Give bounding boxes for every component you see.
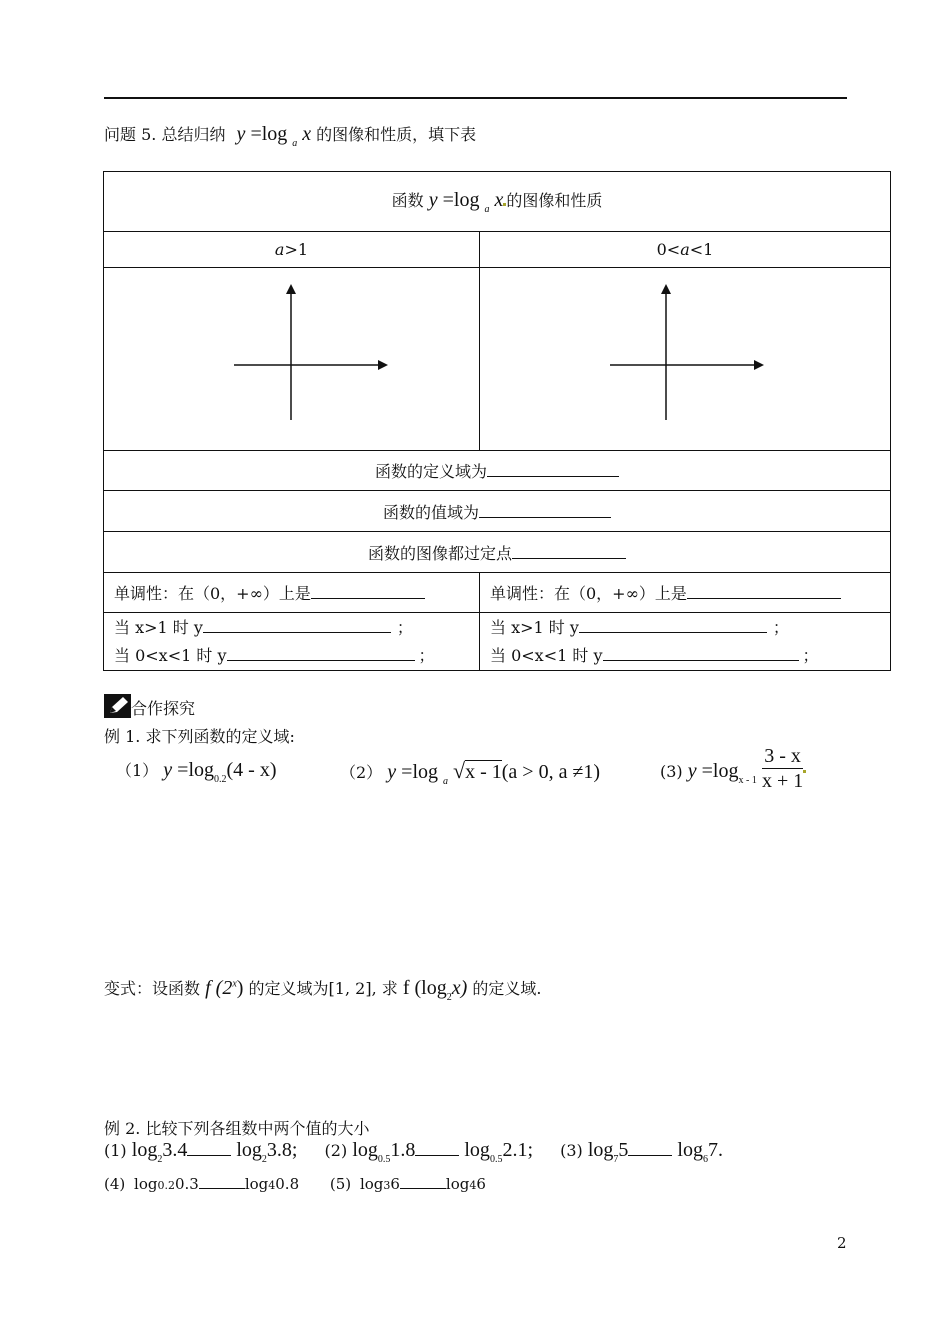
graph-cell-a-gt-1 bbox=[104, 268, 480, 451]
comparison-3: (3) $\log_75$ $\log_67$. bbox=[560, 1139, 723, 1165]
pencil-icon bbox=[104, 694, 131, 718]
comparison-2: (2) $\log_{0.5}1.8$ $\log_{0.5}2.1$; bbox=[324, 1139, 533, 1165]
question-5 bbox=[104, 122, 476, 149]
coop-heading: 合作探究 bbox=[104, 694, 195, 718]
question-5-prefix: 问题 5. 总结归纳 bbox=[104, 125, 226, 144]
table-title: 函数 y =log $_a$ x 的图像和性质 bbox=[104, 172, 891, 232]
domain-row: 函数的定义域为 bbox=[104, 451, 891, 491]
variant-question: 变式：设函数 f (2$^x$) 的定义域为[1, 2], 求 f $(\log_2x)$ 的定义域. bbox=[104, 977, 542, 1003]
fixed-point-row: 函数的图像都过定点 bbox=[104, 532, 891, 573]
blank-line bbox=[311, 584, 425, 599]
blank-line bbox=[203, 618, 391, 633]
page-number: 2 bbox=[837, 1234, 847, 1252]
blank-line bbox=[687, 584, 841, 599]
problem-1: （1） $y =\log_{0.2}(4 - x)$ bbox=[116, 759, 277, 785]
range-row: 函数的值域为 bbox=[104, 491, 891, 532]
col-head-a-gt-1: a>1 bbox=[104, 232, 480, 268]
blank-line bbox=[512, 544, 626, 559]
properties-table bbox=[103, 171, 891, 671]
mark-dot bbox=[803, 770, 806, 773]
comparison-5: (5) log36 log46 bbox=[329, 1175, 486, 1193]
comparison-4: (4) log0.20.3 log40.8 bbox=[104, 1175, 300, 1193]
graph-cell-a-lt-1 bbox=[480, 268, 891, 451]
comparison-row-2 bbox=[104, 1174, 486, 1193]
example-1-title: 例 1. 求下列函数的定义域: bbox=[104, 727, 295, 746]
example-2-title: 例 2. 比较下列各组数中两个值的大小 bbox=[104, 1119, 370, 1138]
blank-line bbox=[227, 646, 415, 661]
question-5-suffix: 的图像和性质，填下表 bbox=[316, 125, 477, 144]
log-formula: y =log $_a$ x bbox=[428, 189, 504, 215]
coordinate-axes-icon bbox=[104, 268, 480, 450]
blank-line bbox=[579, 618, 767, 633]
sign-a-lt-1: 当 x>1 时 y ； 当 0<x<1 时 y ； bbox=[480, 613, 891, 671]
monotonic-a-lt-1: 单调性：在（0，+∞）上是 bbox=[480, 573, 891, 613]
fraction: $\frac{3 - x}{x + 1}$ bbox=[761, 745, 804, 792]
blank-line bbox=[479, 503, 611, 518]
sign-a-gt-1: 当 x>1 时 y ； 当 0<x<1 时 y ； bbox=[104, 613, 480, 671]
problem-3: (3) $y =\log_{x - 1}$ $\frac{3 - x}{x + 1}$ bbox=[660, 744, 806, 793]
coordinate-axes-icon bbox=[480, 268, 891, 450]
blank-line bbox=[603, 646, 799, 661]
example-1-problems bbox=[116, 758, 277, 785]
col-head-a-lt-1: 0<a<1 bbox=[480, 232, 891, 268]
comparison-row-1 bbox=[104, 1139, 723, 1165]
problem-2: （2） y =log $_a$ √x - 1(a > 0, a ≠1) bbox=[340, 758, 601, 787]
comparison-1: (1) $\log_23.4$ $\log_23.8$; bbox=[104, 1139, 298, 1165]
log-formula: y =log $_a$ x bbox=[236, 123, 312, 149]
blank-line bbox=[487, 462, 619, 477]
monotonic-a-gt-1: 单调性：在（0，+∞）上是 bbox=[104, 573, 480, 613]
header-rule bbox=[104, 97, 847, 99]
